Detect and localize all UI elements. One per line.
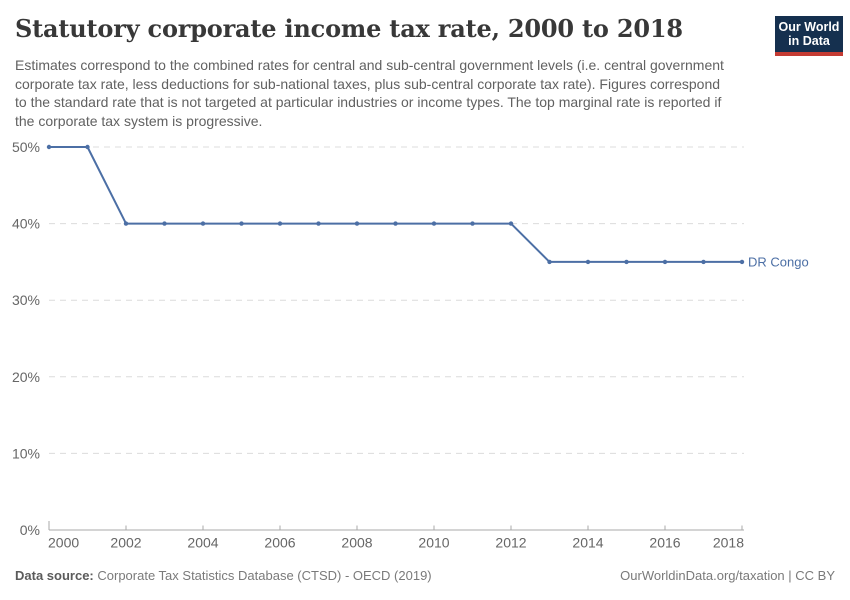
y-axis-label: 10% — [11, 445, 40, 462]
y-axis-label: 0% — [19, 522, 40, 538]
y-axis-label: 50% — [11, 139, 40, 155]
data-point — [393, 221, 397, 225]
data-point — [278, 221, 282, 225]
data-point — [47, 145, 51, 149]
data-point — [201, 221, 205, 225]
chart-footer — [15, 568, 835, 583]
data-point — [162, 221, 166, 225]
data-point — [355, 221, 359, 225]
owid-logo-line1: Our World — [778, 20, 840, 34]
data-point — [701, 260, 705, 264]
data-source-text: Corporate Tax Statistics Database (CTSD) - OECD (2019) — [97, 568, 432, 583]
data-point — [124, 221, 128, 225]
data-point — [470, 221, 474, 225]
data-point — [509, 221, 513, 225]
data-line — [49, 147, 742, 262]
data-source — [15, 568, 432, 583]
x-axis-label: 2000 — [48, 534, 80, 551]
x-axis-label: 2014 — [572, 534, 604, 551]
x-axis-label: 2018 — [712, 534, 744, 551]
data-point — [239, 221, 243, 225]
series-end-label: DR Congo — [748, 254, 809, 270]
data-source-label: Data source: — [15, 568, 94, 583]
owid-credit-link[interactable]: OurWorldinData.org/taxation | CC BY — [620, 568, 835, 583]
chart-subtitle: Estimates correspond to the combined rates for central and sub-central government levels (i.e. central government corporate tax rate, less deductions for sub-national taxes, plus sub-central corporate tax rate). Figures correspond to the standard rate that is not targeted at particular industries or income types. The top marginal rate is reported if the corporate tax system is progressive. — [15, 57, 724, 129]
data-point — [547, 260, 551, 264]
data-point — [740, 260, 744, 264]
x-axis-label: 2002 — [110, 534, 142, 551]
x-axis-label: 2006 — [264, 534, 296, 551]
data-point — [624, 260, 628, 264]
x-axis-label: 2010 — [418, 534, 450, 551]
x-axis-label: 2012 — [495, 534, 527, 551]
data-point — [316, 221, 320, 225]
x-axis-label: 2016 — [649, 534, 681, 551]
y-axis-label: 30% — [11, 292, 40, 309]
data-point — [85, 145, 89, 149]
x-axis-label: 2004 — [187, 534, 219, 551]
y-axis-label: 20% — [11, 368, 40, 385]
data-point — [663, 260, 667, 264]
chart-title: Statutory corporate income tax rate, 2000 to 2018 — [15, 14, 683, 43]
x-axis-label: 2008 — [341, 534, 373, 551]
data-point — [586, 260, 590, 264]
y-axis-label: 40% — [11, 215, 40, 232]
data-point — [432, 221, 436, 225]
owid-logo-line2: in Data — [788, 34, 830, 48]
